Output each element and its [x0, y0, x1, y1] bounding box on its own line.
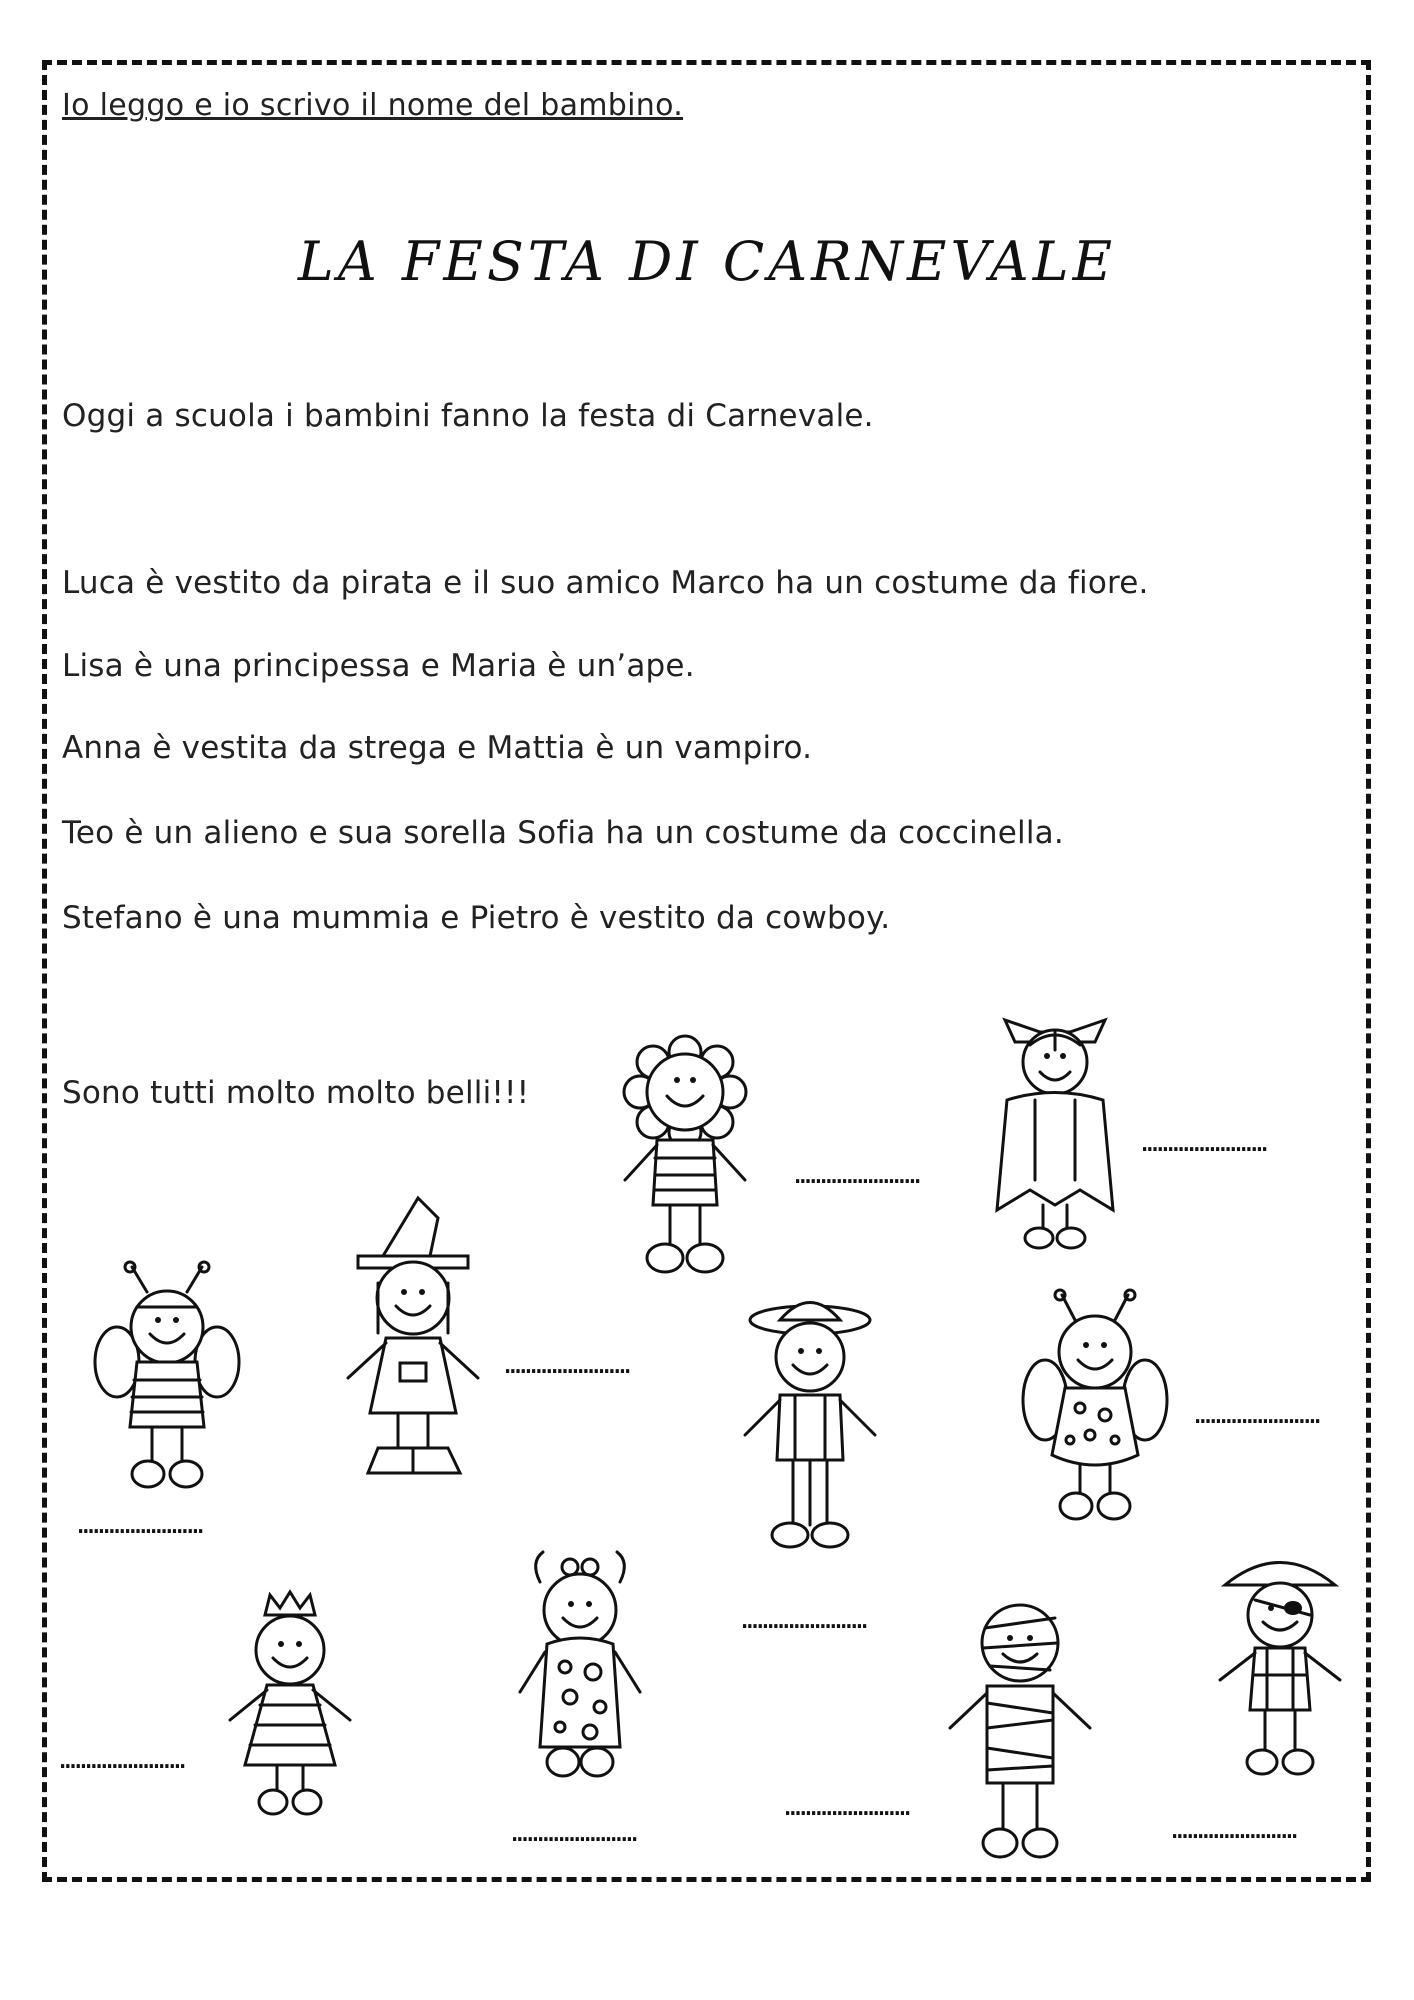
name-blank-cowboy[interactable]: ……………………: [742, 1605, 868, 1635]
story-line-5: Teo è un alieno e sua sorella Sofia ha un costume da coccinella.: [62, 815, 1064, 851]
story-line-1: Oggi a scuola i bambini fanno la festa di Carnevale.: [62, 398, 874, 434]
story-line-4: Anna è vestita da strega e Mattia è un vampiro.: [62, 730, 813, 766]
flower-costume-kid-icon: [605, 1030, 765, 1290]
worksheet-title: LA FESTA DI CARNEVALE: [297, 230, 1117, 293]
ladybug-costume-kid-icon: [1020, 1290, 1170, 1530]
mummy-costume-kid-icon: [945, 1598, 1095, 1863]
name-blank-bee[interactable]: ……………………: [78, 1510, 204, 1540]
alien-costume-kid-icon: [515, 1552, 645, 1792]
name-blank-witch[interactable]: ……………………: [505, 1350, 631, 1380]
princess-costume-kid-icon: [215, 1590, 365, 1825]
story-line-2: Luca è vestito da pirata e il suo amico Marco ha un costume da fiore.: [62, 565, 1149, 601]
vampire-costume-kid-icon: [985, 1020, 1125, 1250]
name-blank-vampire[interactable]: ……………………: [1142, 1128, 1268, 1158]
story-line-6: Stefano è una mummia e Pietro è vestito da cowboy.: [62, 900, 891, 936]
name-blank-alien[interactable]: ……………………: [512, 1818, 638, 1848]
name-blank-mummy[interactable]: ……………………: [785, 1792, 911, 1822]
name-blank-flower[interactable]: ……………………: [795, 1160, 921, 1190]
story-line-3: Lisa è una principessa e Maria è un’ape.: [62, 648, 695, 684]
cowboy-costume-kid-icon: [735, 1295, 885, 1555]
name-blank-pirate[interactable]: ……………………: [1172, 1815, 1298, 1845]
instruction-text: Io leggo e io scrivo il nome del bambino.: [62, 88, 684, 123]
name-blank-princess[interactable]: ……………………: [60, 1745, 186, 1775]
bee-costume-kid-icon: [92, 1262, 242, 1502]
witch-costume-kid-icon: [338, 1198, 488, 1488]
story-line-7: Sono tutti molto molto belli!!!: [62, 1075, 530, 1111]
name-blank-ladybug[interactable]: ……………………: [1195, 1400, 1321, 1430]
pirate-costume-kid-icon: [1215, 1550, 1345, 1790]
